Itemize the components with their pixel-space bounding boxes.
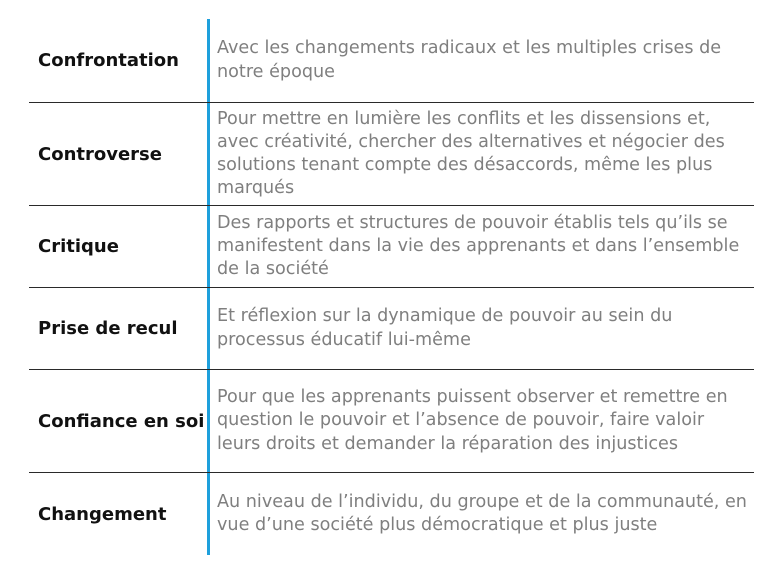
row-description: Avec les changements radicaux et les multiples crises de notre époque	[217, 38, 722, 82]
row-label: Changement	[38, 503, 167, 525]
row-description: Pour que les apprenants puissent observer et remettre en question le pouvoir et l’absence de pouvoir, faire valoir leurs droits et demander la réparation des injustices	[217, 387, 728, 454]
table-row	[29, 473, 754, 555]
table-row	[29, 206, 754, 288]
row-description: Au niveau de l’individu, du groupe et de la communauté, en vue d’une société plus démocratique et plus juste	[217, 491, 747, 535]
row-label: Confiance en soi	[38, 410, 205, 432]
table-row	[29, 19, 754, 103]
row-label: Controverse	[38, 143, 162, 165]
row-label: Prise de recul	[38, 318, 178, 339]
table-row	[29, 288, 754, 370]
concept-table	[29, 19, 754, 555]
table-row	[29, 370, 754, 473]
row-description: Et réflexion sur la dynamique de pouvoir au sein du processus éducatif lui-même	[217, 306, 673, 350]
row-description: Des rapports et structures de pouvoir établis tels qu’ils se manifestent dans la vie des apprenants et dans l’ensemble de la société	[217, 212, 740, 280]
row-label: Confrontation	[38, 50, 179, 71]
table-row	[29, 103, 754, 206]
row-description: Pour mettre en lumière les conflits et les dissensions et, avec créativité, chercher des alternatives et négocier des solutions tenant compte des désaccords, même les plus marqués	[217, 108, 725, 199]
row-label: Critique	[38, 236, 119, 257]
